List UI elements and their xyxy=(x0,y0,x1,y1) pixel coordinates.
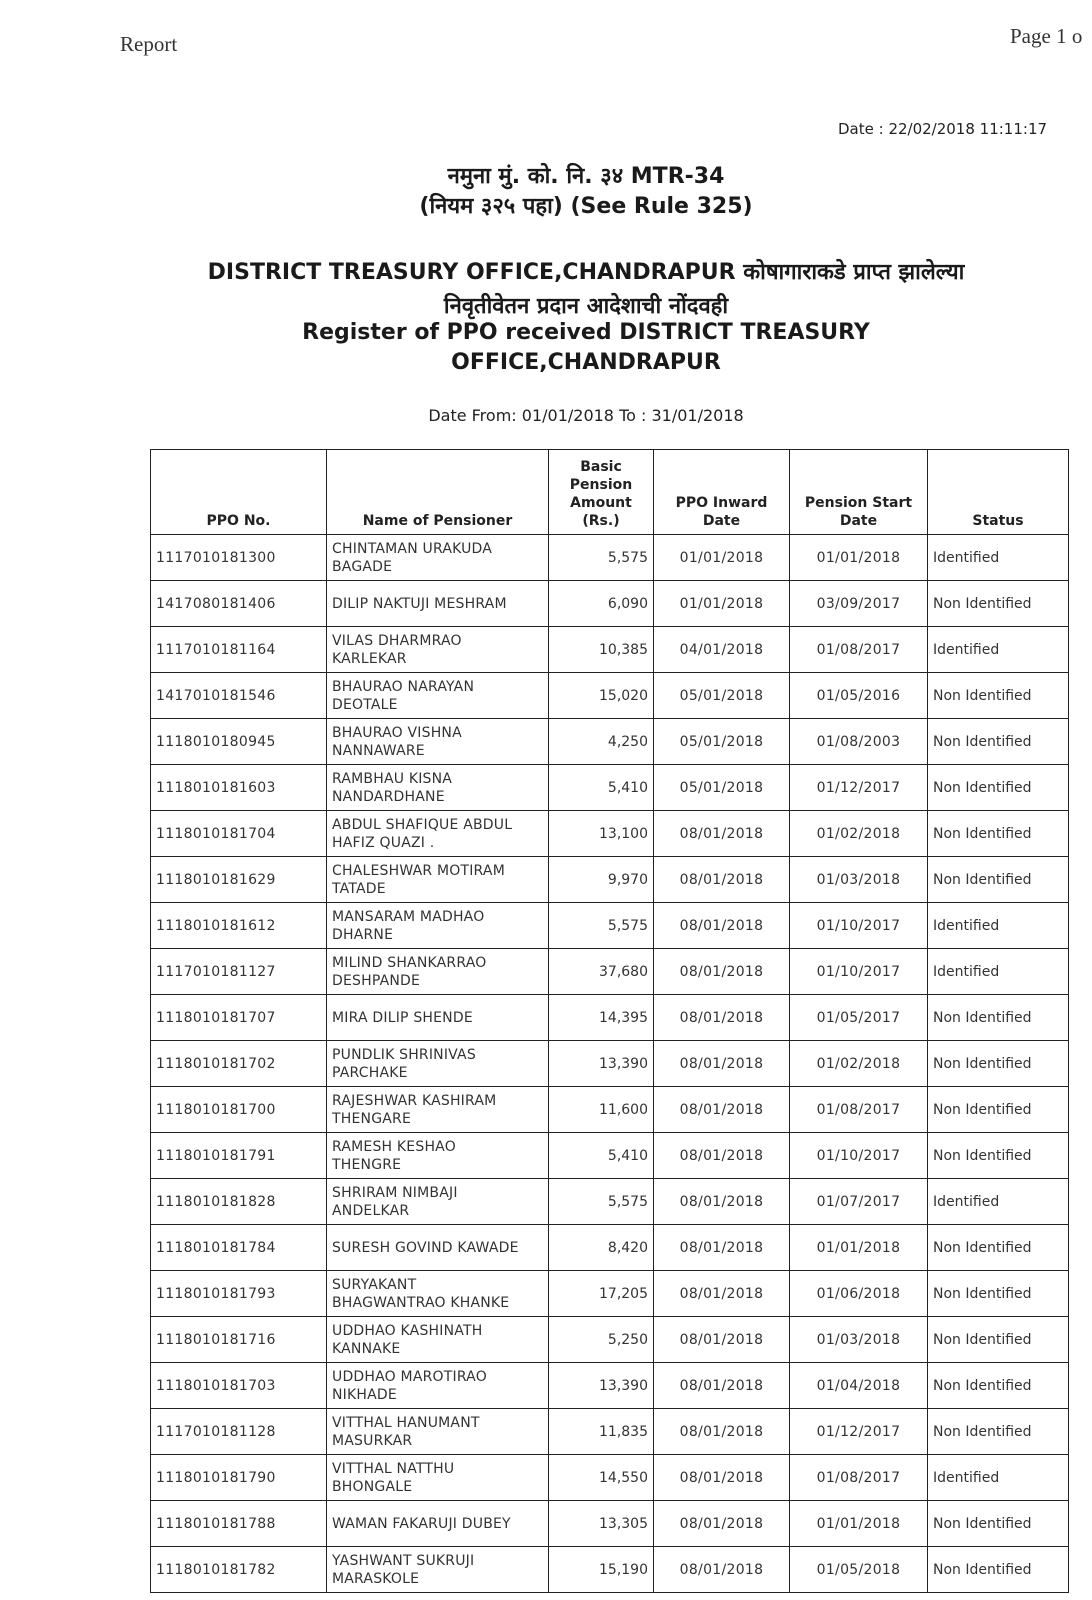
status-cell: Non Identified xyxy=(928,995,1069,1041)
pensioner-name-cell xyxy=(327,1271,549,1317)
start-date-cell: 01/03/2018 xyxy=(790,857,928,903)
pensioner-name-line-2: HAFIZ QUAZI . xyxy=(332,834,435,851)
inward-date-cell: 08/01/2018 xyxy=(654,995,790,1041)
start-date-cell: 03/09/2017 xyxy=(790,581,928,627)
pensioner-name-line-1: MANSARAM MADHAO xyxy=(332,908,485,925)
pensioner-name-cell xyxy=(327,1041,549,1087)
pensioner-name-line-1: RAJESHWAR KASHIRAM xyxy=(332,1092,497,1109)
pensioner-name-line-2: NIKHADE xyxy=(332,1386,397,1403)
ppo-number-cell: 1118010181791 xyxy=(151,1133,327,1179)
table-row xyxy=(151,1225,1069,1271)
pensioner-name-line-1: RAMESH KESHAO xyxy=(332,1138,456,1155)
inward-date-cell: 08/01/2018 xyxy=(654,857,790,903)
ppo-number-cell: 1118010181704 xyxy=(151,811,327,857)
start-date-cell: 01/01/2018 xyxy=(790,1501,928,1547)
pensioner-name-line-1: VILAS DHARMRAO xyxy=(332,632,462,649)
inward-date-cell: 05/01/2018 xyxy=(654,765,790,811)
ppo-number-cell: 1118010181784 xyxy=(151,1225,327,1271)
pensioner-name-cell xyxy=(327,1179,549,1225)
inward-date-cell: 08/01/2018 xyxy=(654,1455,790,1501)
pension-amount-cell: 5,575 xyxy=(549,1179,654,1225)
inward-date-cell: 08/01/2018 xyxy=(654,1271,790,1317)
header-ppo-no: PPO No. xyxy=(151,450,327,535)
pensioner-name-line-2: KANNAKE xyxy=(332,1340,401,1357)
pensioner-name-line-2: PARCHAKE xyxy=(332,1064,408,1081)
inward-date-cell: 08/01/2018 xyxy=(654,1317,790,1363)
pensioner-name-cell xyxy=(327,1409,549,1455)
start-date-cell: 01/08/2017 xyxy=(790,1455,928,1501)
pensioner-name-cell xyxy=(327,627,549,673)
pensioner-name-cell xyxy=(327,1317,549,1363)
pensioner-name-line-2: THENGARE xyxy=(332,1110,411,1127)
table-row xyxy=(151,765,1069,811)
start-date-cell: 01/12/2017 xyxy=(790,1409,928,1455)
table-row xyxy=(151,1547,1069,1593)
pensioner-name-line-1: UDDHAO KASHINATH xyxy=(332,1322,483,1339)
ppo-number-cell: 1118010181629 xyxy=(151,857,327,903)
pensioner-name-cell xyxy=(327,995,549,1041)
start-date-cell: 01/03/2018 xyxy=(790,1317,928,1363)
ppo-number-cell: 1118010181828 xyxy=(151,1179,327,1225)
table-row xyxy=(151,857,1069,903)
start-date-cell: 01/08/2003 xyxy=(790,719,928,765)
pensioner-name-cell xyxy=(327,949,549,995)
status-cell: Non Identified xyxy=(928,1501,1069,1547)
ppo-number-cell: 1118010181707 xyxy=(151,995,327,1041)
table-body xyxy=(151,535,1069,1593)
pension-amount-cell: 13,305 xyxy=(549,1501,654,1547)
pensioner-name-cell xyxy=(327,1547,549,1593)
header-start-date: Pension Start Date xyxy=(790,450,928,535)
print-date: Date : 22/02/2018 11:11:17 xyxy=(838,120,1048,138)
pension-amount-cell: 17,205 xyxy=(549,1271,654,1317)
pension-amount-cell: 14,395 xyxy=(549,995,654,1041)
pensioner-name-line-2: NANDARDHANE xyxy=(332,788,445,805)
start-date-cell: 01/01/2018 xyxy=(790,535,928,581)
pensioner-name-line-1: UDDHAO MAROTIRAO xyxy=(332,1368,487,1385)
inward-date-cell: 08/01/2018 xyxy=(654,949,790,995)
start-date-cell: 01/08/2017 xyxy=(790,627,928,673)
pensioner-name-line-1: ABDUL SHAFIQUE ABDUL xyxy=(332,816,513,833)
pensioner-name-line-2: NANNAWARE xyxy=(332,742,425,759)
ppo-number-cell: 1117010181164 xyxy=(151,627,327,673)
pensioner-name-cell xyxy=(327,903,549,949)
table-row xyxy=(151,1409,1069,1455)
page-number: Page 1 o xyxy=(1010,24,1083,48)
pension-amount-cell: 15,190 xyxy=(549,1547,654,1593)
form-number: नमुना मुं. को. नि. ३४ MTR-34 xyxy=(447,164,725,189)
pensioner-name-line-2: DHARNE xyxy=(332,926,394,943)
ppo-number-cell: 1118010181793 xyxy=(151,1271,327,1317)
ppo-number-cell: 1117010181128 xyxy=(151,1409,327,1455)
status-cell: Identified xyxy=(928,903,1069,949)
start-date-cell: 01/10/2017 xyxy=(790,949,928,995)
ppo-number-cell: 1117010181300 xyxy=(151,535,327,581)
status-cell: Non Identified xyxy=(928,1547,1069,1593)
ppo-number-cell: 1118010181612 xyxy=(151,903,327,949)
inward-date-cell: 08/01/2018 xyxy=(654,903,790,949)
start-date-cell: 01/10/2017 xyxy=(790,903,928,949)
pension-amount-cell: 10,385 xyxy=(549,627,654,673)
pension-amount-cell: 5,250 xyxy=(549,1317,654,1363)
status-cell: Non Identified xyxy=(928,1271,1069,1317)
status-cell: Non Identified xyxy=(928,719,1069,765)
report-header: Report xyxy=(120,32,178,56)
status-cell: Non Identified xyxy=(928,811,1069,857)
table-row xyxy=(151,811,1069,857)
start-date-cell: 01/10/2017 xyxy=(790,1133,928,1179)
status-cell: Identified xyxy=(928,627,1069,673)
pension-amount-cell: 6,090 xyxy=(549,581,654,627)
status-cell: Non Identified xyxy=(928,1317,1069,1363)
pension-amount-cell: 11,600 xyxy=(549,1087,654,1133)
title-line-2: निवृतीवेतन प्रदान आदेशाची नोंदवही xyxy=(443,294,729,319)
header-inward-date: PPO Inward Date xyxy=(654,450,790,535)
ppo-number-cell: 1417010181546 xyxy=(151,673,327,719)
status-cell: Non Identified xyxy=(928,1087,1069,1133)
inward-date-cell: 08/01/2018 xyxy=(654,1363,790,1409)
status-cell: Identified xyxy=(928,1455,1069,1501)
table-row xyxy=(151,1455,1069,1501)
status-cell: Non Identified xyxy=(928,857,1069,903)
table-row xyxy=(151,535,1069,581)
inward-date-cell: 08/01/2018 xyxy=(654,1501,790,1547)
pensioner-name-line-2: BAGADE xyxy=(332,558,393,575)
table-row xyxy=(151,1087,1069,1133)
status-cell: Identified xyxy=(928,535,1069,581)
title-line-3: Register of PPO received DISTRICT TREASURY xyxy=(302,320,870,345)
pensioner-name-cell xyxy=(327,1087,549,1133)
table-row xyxy=(151,1041,1069,1087)
pension-amount-cell: 5,575 xyxy=(549,903,654,949)
pensioner-name-cell xyxy=(327,1225,549,1271)
inward-date-cell: 08/01/2018 xyxy=(654,1409,790,1455)
pensioner-name-line-2: MARASKOLE xyxy=(332,1570,420,1587)
pensioner-name-line-2: ANDELKAR xyxy=(332,1202,410,1219)
inward-date-cell: 05/01/2018 xyxy=(654,719,790,765)
status-cell: Non Identified xyxy=(928,1363,1069,1409)
pensioner-name-cell xyxy=(327,1501,549,1547)
pension-amount-cell: 13,100 xyxy=(549,811,654,857)
table-row xyxy=(151,673,1069,719)
header-status: Status xyxy=(928,450,1069,535)
pensioner-name-line-1: BHAURAO VISHNA xyxy=(332,724,462,741)
pensioner-name-line-2: BHONGALE xyxy=(332,1478,413,1495)
table-row xyxy=(151,995,1069,1041)
pensioner-name-line-1: YASHWANT SUKRUJI xyxy=(332,1552,475,1569)
pensioner-name-line-2: MASURKAR xyxy=(332,1432,413,1449)
inward-date-cell: 08/01/2018 xyxy=(654,1225,790,1271)
title-line-4: OFFICE,CHANDRAPUR xyxy=(451,350,721,375)
inward-date-cell: 08/01/2018 xyxy=(654,1087,790,1133)
pensioner-name-cell xyxy=(327,535,549,581)
title-line-1: DISTRICT TREASURY OFFICE,CHANDRAPUR कोषागाराकडे प्राप्त झालेल्या xyxy=(207,260,965,285)
start-date-cell: 01/02/2018 xyxy=(790,811,928,857)
start-date-cell: 01/08/2017 xyxy=(790,1087,928,1133)
pensioner-name-line-1: MILIND SHANKARRAO xyxy=(332,954,487,971)
status-cell: Non Identified xyxy=(928,1133,1069,1179)
pensioner-name-line-2: DESHPANDE xyxy=(332,972,421,989)
pensioner-name-line-2: TATADE xyxy=(332,880,386,897)
pensioner-name-line-1: SHRIRAM NIMBAJI xyxy=(332,1184,458,1201)
ppo-number-cell: 1118010181716 xyxy=(151,1317,327,1363)
status-cell: Non Identified xyxy=(928,581,1069,627)
ppo-number-cell: 1118010181782 xyxy=(151,1547,327,1593)
inward-date-cell: 08/01/2018 xyxy=(654,1547,790,1593)
table-row xyxy=(151,903,1069,949)
pensioner-name-line-1: SURESH GOVIND KAWADE xyxy=(332,1239,519,1256)
table-row xyxy=(151,1363,1069,1409)
table-row xyxy=(151,1271,1069,1317)
ppo-number-cell: 1117010181127 xyxy=(151,949,327,995)
start-date-cell: 01/05/2017 xyxy=(790,995,928,1041)
inward-date-cell: 04/01/2018 xyxy=(654,627,790,673)
pensioner-name-cell xyxy=(327,1363,549,1409)
pension-amount-cell: 9,970 xyxy=(549,857,654,903)
pensioner-name-line-2: KARLEKAR xyxy=(332,650,407,667)
table-row xyxy=(151,719,1069,765)
pensioner-name-line-1: CHINTAMAN URAKUDA xyxy=(332,540,493,557)
inward-date-cell: 08/01/2018 xyxy=(654,1133,790,1179)
pensioner-name-line-2: THENGRE xyxy=(332,1156,402,1173)
pension-amount-cell: 8,420 xyxy=(549,1225,654,1271)
inward-date-cell: 01/01/2018 xyxy=(654,581,790,627)
table-row xyxy=(151,581,1069,627)
table-row xyxy=(151,1133,1069,1179)
status-cell: Identified xyxy=(928,1179,1069,1225)
inward-date-cell: 08/01/2018 xyxy=(654,811,790,857)
ppo-number-cell: 1118010181700 xyxy=(151,1087,327,1133)
pensioner-name-line-2: DEOTALE xyxy=(332,696,398,713)
status-cell: Non Identified xyxy=(928,1041,1069,1087)
pensioner-name-line-1: MIRA DILIP SHENDE xyxy=(332,1009,473,1026)
pensioner-name-cell xyxy=(327,673,549,719)
ppo-number-cell: 1118010181702 xyxy=(151,1041,327,1087)
pensioner-name-line-1: WAMAN FAKARUJI DUBEY xyxy=(332,1515,511,1532)
inward-date-cell: 01/01/2018 xyxy=(654,535,790,581)
pensioner-name-line-1: VITTHAL NATTHU xyxy=(332,1460,455,1477)
pension-amount-cell: 11,835 xyxy=(549,1409,654,1455)
status-cell: Non Identified xyxy=(928,765,1069,811)
start-date-cell: 01/01/2018 xyxy=(790,1225,928,1271)
ppo-number-cell: 1118010181790 xyxy=(151,1455,327,1501)
header-pensioner-name: Name of Pensioner xyxy=(327,450,549,535)
start-date-cell: 01/04/2018 xyxy=(790,1363,928,1409)
pension-amount-cell: 5,575 xyxy=(549,535,654,581)
table-row xyxy=(151,627,1069,673)
ppo-number-cell: 1118010180945 xyxy=(151,719,327,765)
pension-amount-cell: 13,390 xyxy=(549,1041,654,1087)
ppo-number-cell: 1118010181703 xyxy=(151,1363,327,1409)
ppo-number-cell: 1118010181603 xyxy=(151,765,327,811)
start-date-cell: 01/02/2018 xyxy=(790,1041,928,1087)
date-range: Date From: 01/01/2018 To : 31/01/2018 xyxy=(428,406,744,425)
pensioner-name-line-2: BHAGWANTRAO KHANKE xyxy=(332,1294,510,1311)
pensioner-name-cell xyxy=(327,1455,549,1501)
status-cell: Identified xyxy=(928,949,1069,995)
pension-amount-cell: 13,390 xyxy=(549,1363,654,1409)
start-date-cell: 01/05/2018 xyxy=(790,1547,928,1593)
start-date-cell: 01/12/2017 xyxy=(790,765,928,811)
pensioner-name-line-1: SURYAKANT xyxy=(332,1276,417,1293)
pension-amount-cell: 5,410 xyxy=(549,1133,654,1179)
pensioner-name-line-1: CHALESHWAR MOTIRAM xyxy=(332,862,505,879)
pensioner-name-cell xyxy=(327,811,549,857)
inward-date-cell: 05/01/2018 xyxy=(654,673,790,719)
pension-amount-cell: 14,550 xyxy=(549,1455,654,1501)
pensioner-name-line-1: RAMBHAU KISNA xyxy=(332,770,453,787)
header-pension-amount: Basic Pension Amount (Rs.) xyxy=(549,450,654,535)
status-cell: Non Identified xyxy=(928,1409,1069,1455)
pensioner-name-cell xyxy=(327,1133,549,1179)
start-date-cell: 01/06/2018 xyxy=(790,1271,928,1317)
table-row xyxy=(151,1317,1069,1363)
pensioner-name-cell xyxy=(327,719,549,765)
pensioner-name-line-1: VITTHAL HANUMANT xyxy=(332,1414,480,1431)
pension-amount-cell: 37,680 xyxy=(549,949,654,995)
inward-date-cell: 08/01/2018 xyxy=(654,1179,790,1225)
pensioner-name-line-1: BHAURAO NARAYAN xyxy=(332,678,475,695)
pension-amount-cell: 15,020 xyxy=(549,673,654,719)
form-rule: (नियम ३२५ पहा) (See Rule 325) xyxy=(419,194,753,219)
pensioner-name-cell xyxy=(327,857,549,903)
ppo-register-table xyxy=(150,449,1069,1593)
table-row xyxy=(151,1179,1069,1225)
status-cell: Non Identified xyxy=(928,673,1069,719)
table-row xyxy=(151,949,1069,995)
pensioner-name-cell xyxy=(327,581,549,627)
ppo-number-cell: 1118010181788 xyxy=(151,1501,327,1547)
pension-amount-cell: 5,410 xyxy=(549,765,654,811)
start-date-cell: 01/05/2016 xyxy=(790,673,928,719)
ppo-number-cell: 1417080181406 xyxy=(151,581,327,627)
pensioner-name-line-1: PUNDLIK SHRINIVAS xyxy=(332,1046,476,1063)
table-header-row xyxy=(151,450,1069,535)
inward-date-cell: 08/01/2018 xyxy=(654,1041,790,1087)
pension-amount-cell: 4,250 xyxy=(549,719,654,765)
status-cell: Non Identified xyxy=(928,1225,1069,1271)
pensioner-name-cell xyxy=(327,765,549,811)
pensioner-name-line-1: DILIP NAKTUJI MESHRAM xyxy=(332,595,507,612)
start-date-cell: 01/07/2017 xyxy=(790,1179,928,1225)
table-row xyxy=(151,1501,1069,1547)
